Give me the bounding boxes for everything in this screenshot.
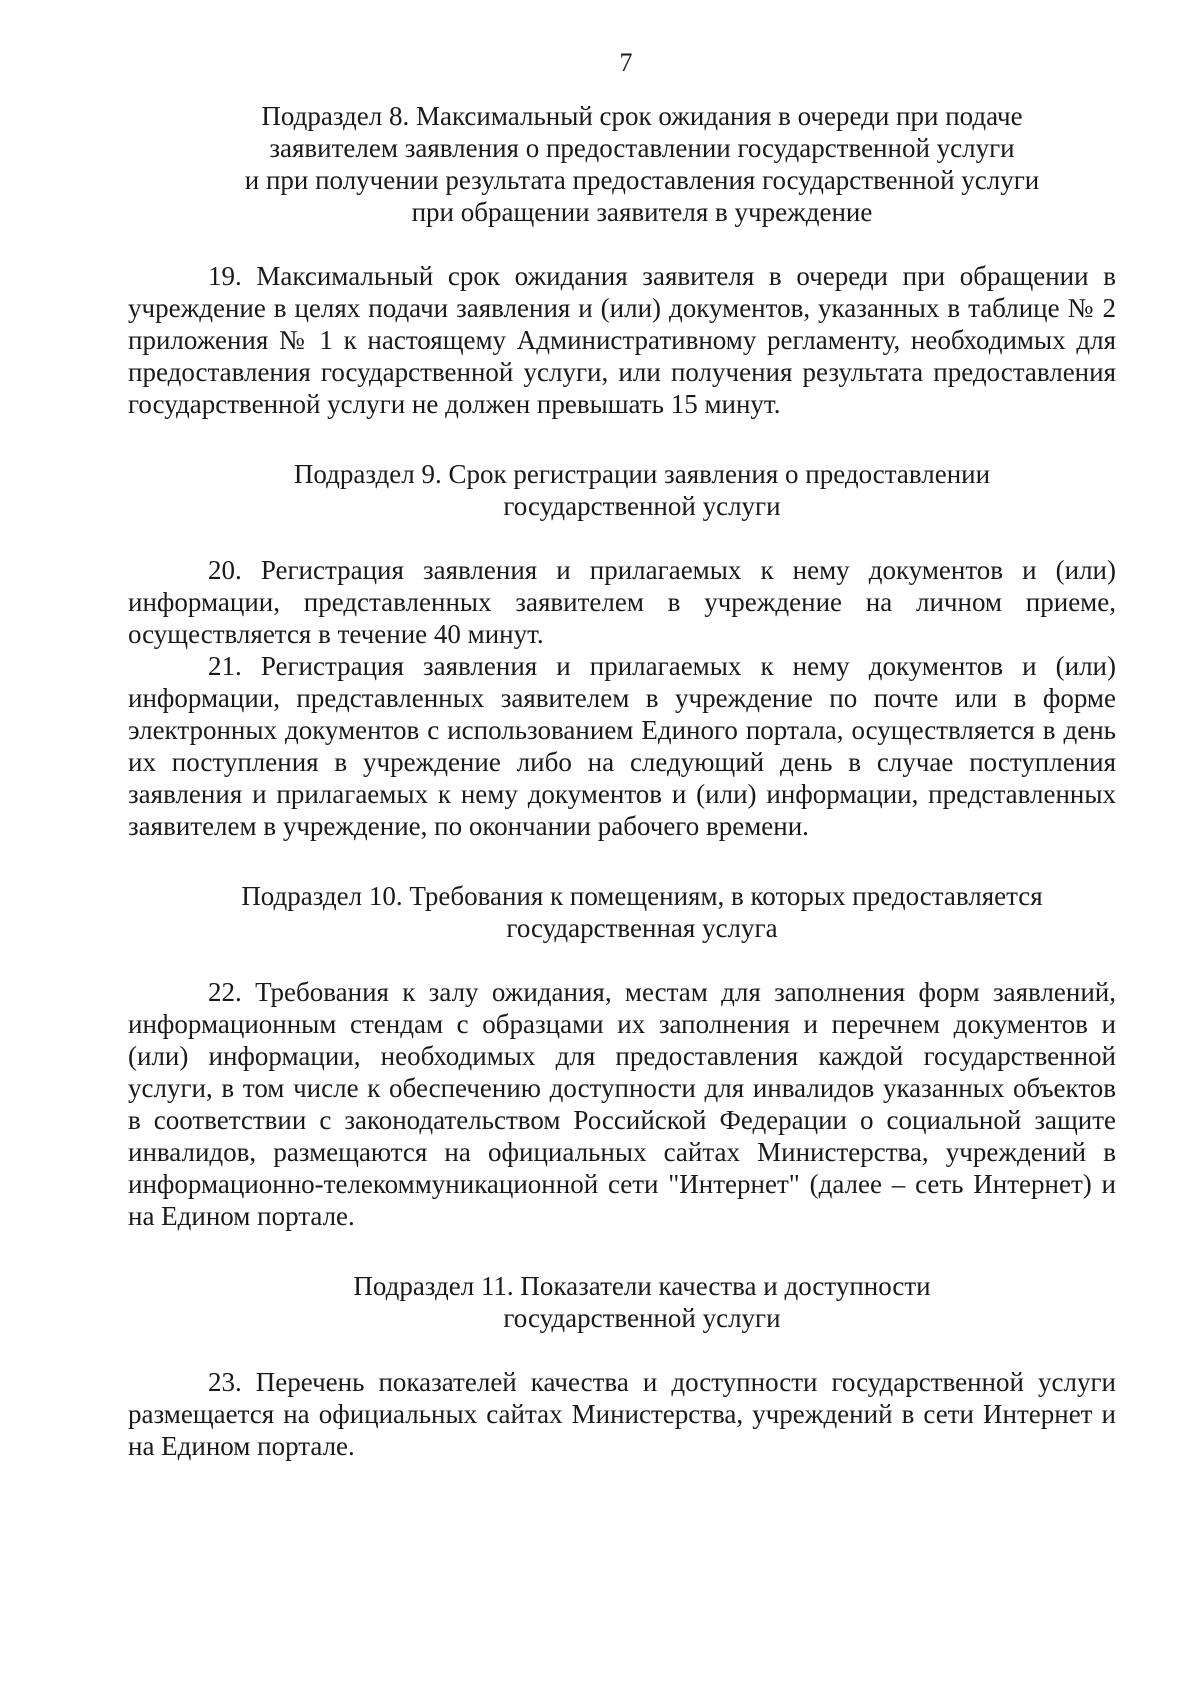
paragraph-21: 21. Регистрация заявления и прилагаемых к нему документов и (или) информации, представленных заявителем в учреждение по почте или в форме электронных документов с использованием Единого портала, осуществляется в день их поступления в учреждение либо на следующий день в случае поступления заявления и прилагаемых к нему документов и (или) информации, представленных заявителем в учреждение, по окончании рабочего времени.: [128, 651, 1116, 841]
heading-line: Подраздел 9. Срок регистрации заявления о предоставлении: [293, 459, 991, 489]
heading-line: и при получении результата предоставления государственной услуги: [244, 165, 1040, 195]
paragraph-19: 19. Максимальный срок ожидания заявителя в очереди при обращении в учреждение в целях подачи заявления и (или) документов, указанных в таблице № 2 приложения № 1 к настоящему Административному регламенту, необходимых для предоставления государственной услуги, или получения результата предоставления государственной услуги не должен превышать 15 минут.: [128, 261, 1116, 419]
heading-line: заявителем заявления о предоставлении государственной услуги: [269, 133, 1015, 163]
subsection-9-heading: [128, 458, 1116, 522]
heading-line: при обращении заявителя в учреждение: [411, 197, 873, 227]
paragraph-22: 22. Требования к залу ожидания, местам для заполнения форм заявлений, информационным стендам с образцами их заполнения и перечнем документов и (или) информации, необходимых для предоставления каждой государственной услуги, в том числе к обеспечению доступности для инвалидов указанных объектов в соответствии с законодательством Российской Федерации о социальной защите инвалидов, размещаются на официальных сайтах Министерства, учреждений в информационно-телекоммуникационной сети "Интернет" (далее – сеть Интернет) и на Едином портале.: [128, 977, 1116, 1231]
heading-line: Подраздел 8. Максимальный срок ожидания в очереди при подаче: [261, 101, 1023, 131]
heading-line: Подраздел 11. Показатели качества и доступности: [353, 1271, 931, 1301]
heading-line: государственной услуги: [503, 1303, 781, 1333]
heading-line: государственная услуга: [506, 913, 778, 943]
heading-line: государственной услуги: [503, 491, 781, 521]
page-number: 7: [619, 48, 633, 77]
subsection-11-heading: [128, 1270, 1116, 1334]
paragraph-23: 23. Перечень показателей качества и доступности государственной услуги размещается на официальных сайтах Министерства, учреждений в сети Интернет и на Едином портале.: [128, 1367, 1116, 1461]
subsection-8-heading: [128, 100, 1116, 228]
subsection-10-heading: [128, 880, 1116, 944]
document-body: [128, 100, 1116, 1462]
paragraph-20: 20. Регистрация заявления и прилагаемых к нему документов и (или) информации, представленных заявителем в учреждение на личном приеме, осуществляется в течение 40 минут.: [128, 555, 1116, 649]
heading-line: Подраздел 10. Требования к помещениям, в которых предоставляется: [241, 881, 1043, 911]
